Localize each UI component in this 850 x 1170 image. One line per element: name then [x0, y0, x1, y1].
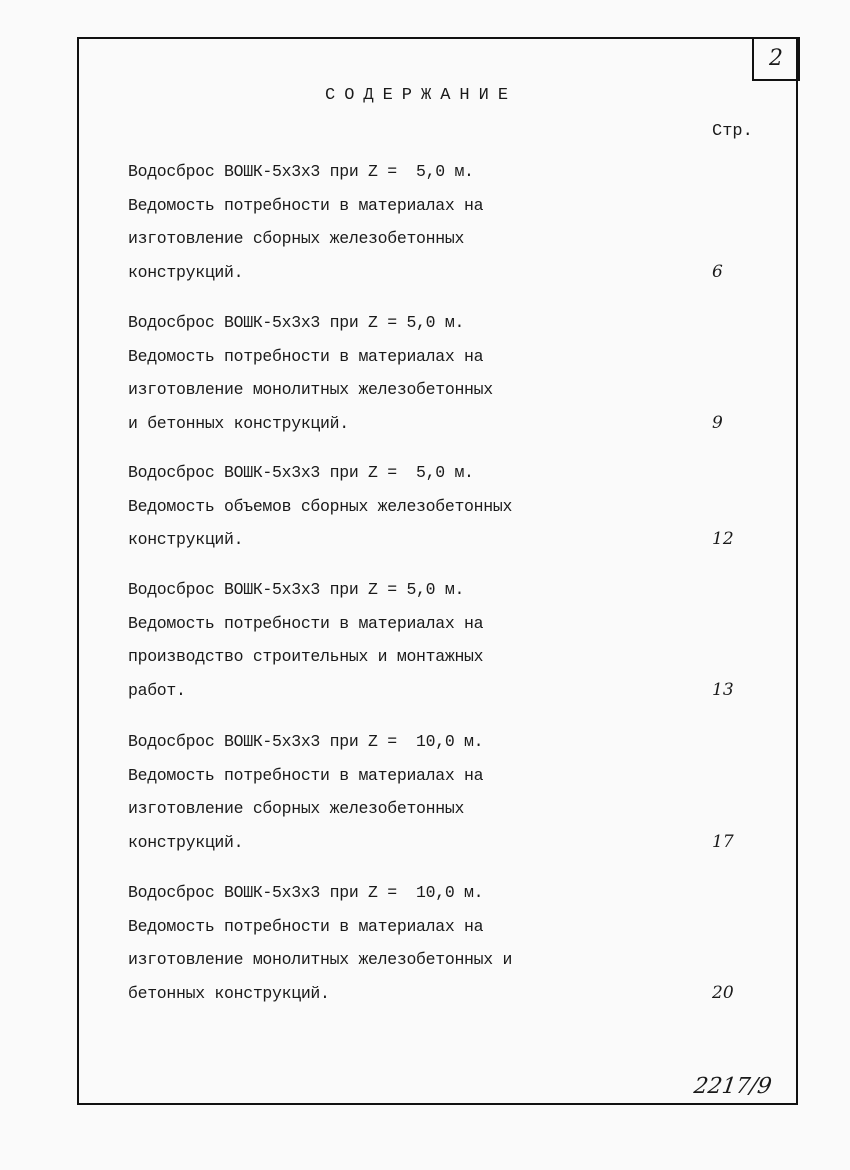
- toc-entry-page: 17: [712, 831, 734, 852]
- toc-entry-line: производство строительных и монтажных: [128, 647, 484, 666]
- toc-entry-line: конструкций.: [128, 530, 244, 549]
- toc-entry-page: 12: [712, 529, 734, 549]
- toc-entry-line: Водосброс ВОШК-5х3х3 при Z = 10,0 м.: [128, 883, 484, 902]
- toc-entry-page: 13: [712, 679, 734, 700]
- document-code: 2217/9: [692, 1074, 774, 1099]
- toc-entry-line: Водосброс ВОШК-5х3х3 при Z = 5,0 м.: [128, 313, 465, 332]
- toc-entry: [128, 306, 688, 440]
- toc-entry-line: Ведомость потребности в материалах на: [128, 346, 484, 366]
- toc-entry-page: 9: [712, 412, 723, 433]
- toc-entry-line: конструкций.: [128, 832, 244, 852]
- toc-entry: [128, 725, 688, 859]
- toc-entry: [128, 155, 688, 289]
- toc-entry-line: Водосброс ВОШК-5х3х3 при Z = 5,0 м.: [128, 162, 474, 181]
- toc-entry-line: Ведомость объемов сборных железобетонных: [128, 496, 513, 516]
- toc-entry-line: Ведомость потребности в материалах на: [128, 916, 484, 936]
- toc-entry-page: 20: [712, 982, 734, 1003]
- toc-entry-line: работ.: [128, 680, 186, 700]
- toc-entry-line: Водосброс ВОШК-5х3х3 при Z = 5,0 м.: [128, 580, 465, 599]
- page-column-label: Стр.: [712, 122, 753, 141]
- toc-entry: [128, 876, 688, 1010]
- toc-entry-line: Ведомость потребности в материалах на: [128, 613, 484, 633]
- toc-entry-line: Ведомость потребности в материалах на: [128, 765, 484, 785]
- toc-entry-line: изготовление сборных железобетонных: [128, 229, 465, 248]
- toc-entry-line: Водосброс ВОШК-5х3х3 при Z = 10,0 м.: [128, 732, 484, 751]
- page-title: СОДЕРЖАНИЕ: [325, 86, 518, 105]
- toc-entry-line: конструкций.: [128, 262, 244, 282]
- toc-entry: [128, 573, 688, 707]
- toc-entry-line: изготовление монолитных железобетонных: [128, 380, 493, 399]
- toc-entry-line: Водосброс ВОШК-5х3х3 при Z = 5,0 м.: [128, 463, 474, 482]
- toc-entry-line: бетонных конструкций.: [128, 983, 330, 1003]
- toc-entry-line: Ведомость потребности в материалах на: [128, 195, 484, 215]
- toc-entry-line: изготовление сборных железобетонных: [128, 799, 465, 818]
- toc-entry: [128, 456, 688, 557]
- sheet-number: 2: [752, 37, 800, 81]
- toc-entry-page: 6: [712, 261, 723, 282]
- toc-entry-line: и бетонных конструкций.: [128, 413, 349, 433]
- toc-entry-line: изготовление монолитных железобетонных и: [128, 950, 513, 969]
